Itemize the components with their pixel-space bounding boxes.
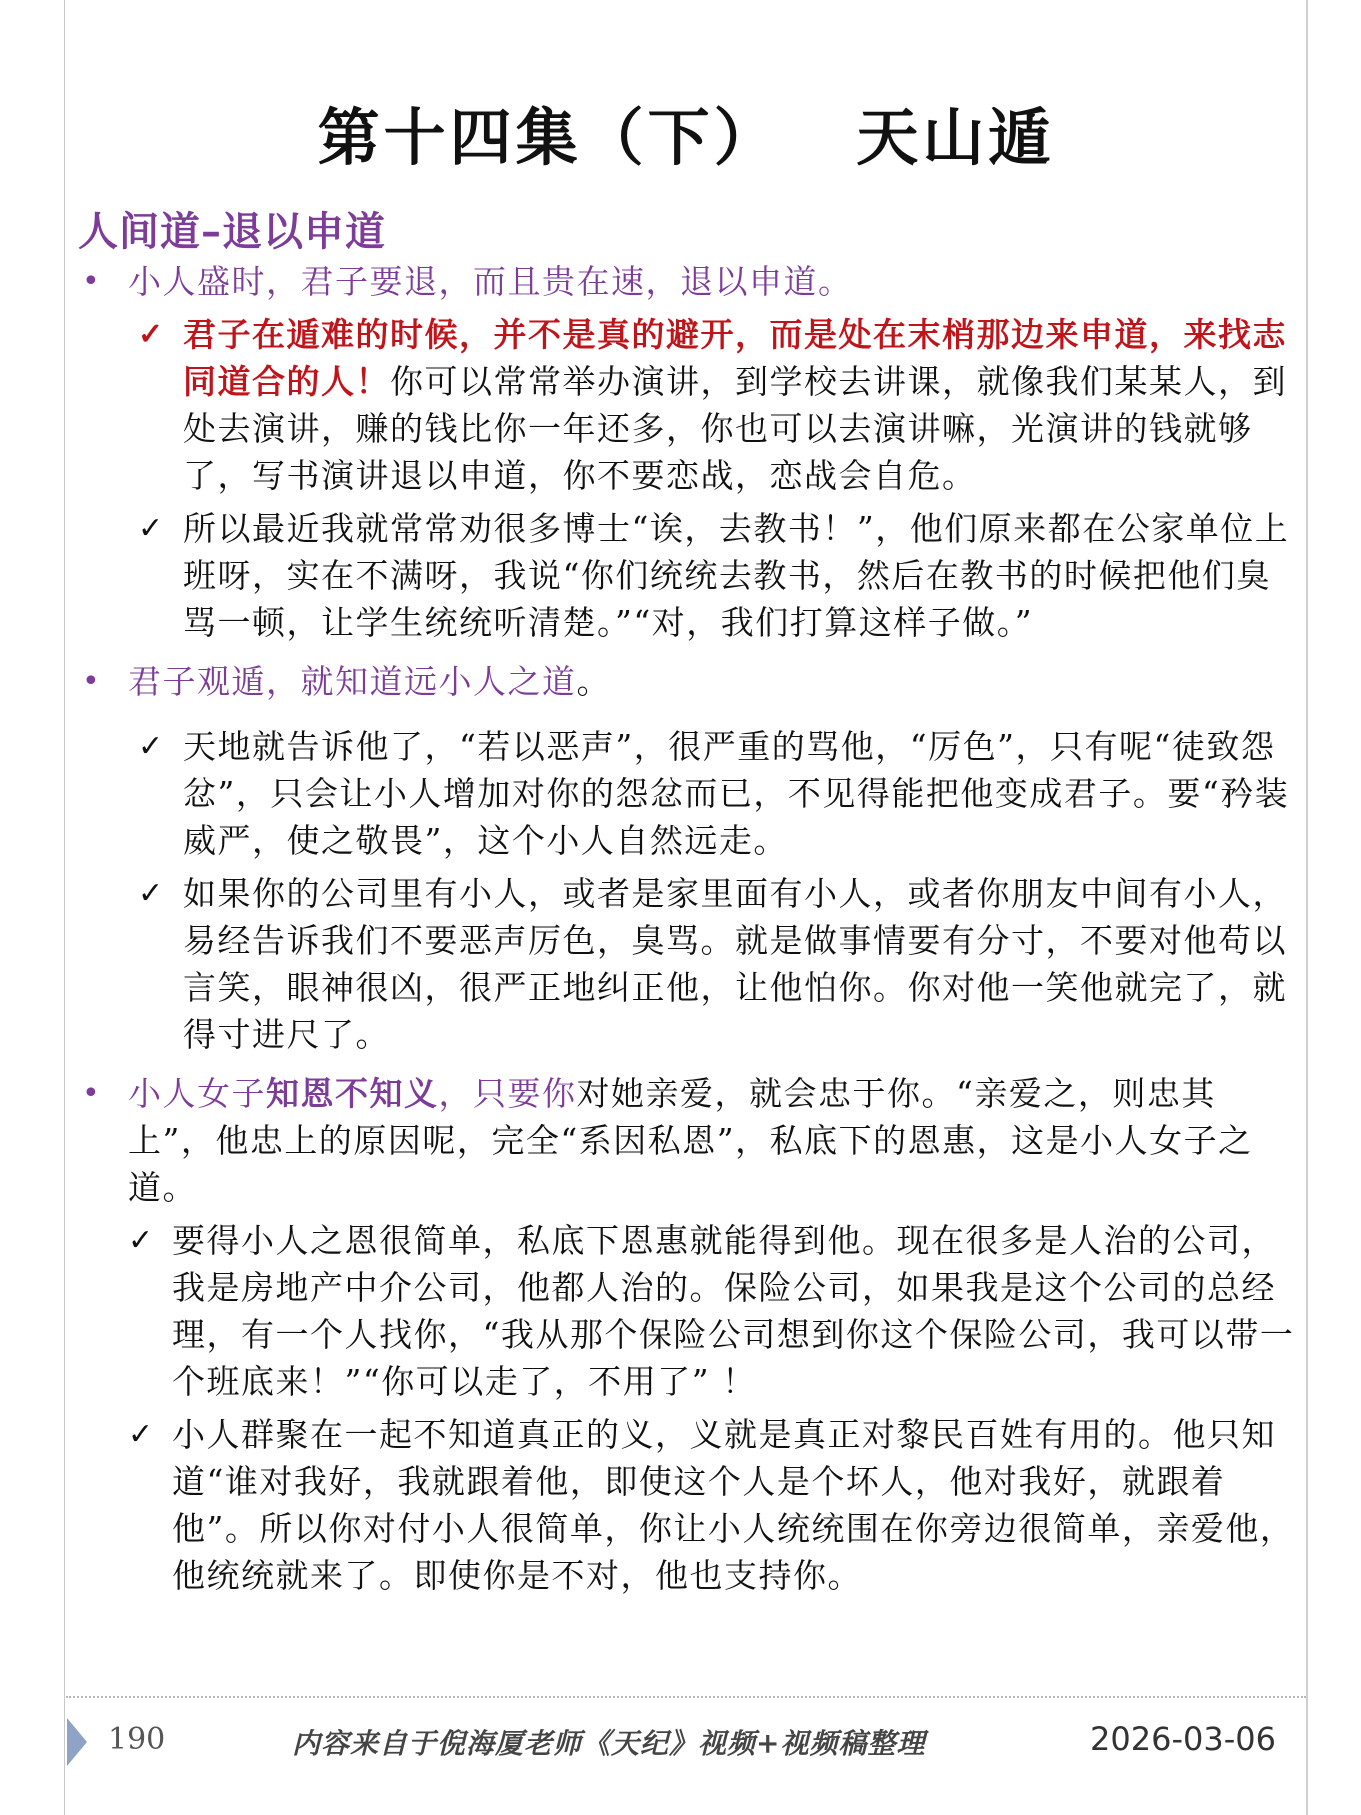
bullet-text-part1: 小人女子 [128, 1074, 266, 1113]
bullet-item [78, 258, 1298, 305]
check-item [78, 311, 1298, 499]
check-text: 天地就告诉他了，“若以恶声”，很严重的骂他，“厉色”，只有呢“徒致怨忿”，只会让小人增加对你的怨忿而已，不见得能把他变成君子。要“矜装威严，使之敬畏”，这个小人自然远走。 [183, 727, 1290, 860]
page-title: 第十四集（下） 天山遁 [317, 101, 1055, 174]
check-text: 如果你的公司里有小人，或者是家里面有小人，或者你朋友中间有小人，易经告诉我们不要恶声厉色，臭骂。就是做事情要有分寸，不要对他苟以言笑，眼神很凶，很严正地纠正他，让他怕你。你对他一笑他就完了，就得寸进尺了。 [183, 874, 1287, 1054]
check-text: 要得小人之恩很简单，私底下恩惠就能得到他。现在很多是人治的公司，我是房地产中介公司，他都人治的。保险公司，如果我是这个公司的总经理，有一个人找你，“我从那个保险公司想到你这个保险公司，我可以带一个班底来！”“你可以走了，不用了” ！ [172, 1221, 1295, 1401]
check-icon: ✓ [138, 729, 165, 764]
check-text: 小人群聚在一起不知道真正的义，义就是真正对黎民百姓有用的。他只知道“谁对我好，我就跟着他，即使这个人是个坏人，他对我好，就跟着他”。所以你对付小人很简单，你让小人统统围在你旁边很简单，亲爱他，他统统就来了。即使你是不对，他也支持你。 [172, 1415, 1295, 1595]
bullet-text-tail: 。 [576, 662, 611, 701]
bullet-text: 君子观遁，就知道远小人之道 [128, 662, 577, 701]
check-item [78, 505, 1298, 646]
check-item [78, 1411, 1298, 1599]
next-arrow-icon [67, 1718, 87, 1766]
bullet-text-emphasis: 知恩不知义 [266, 1074, 439, 1113]
bullet-dot-icon: • [82, 1076, 102, 1111]
bullet-item [78, 1070, 1298, 1211]
bullet-text-tail: 对她亲爱，就会忠于你。“亲爱之，则忠其上”，他忠上的原因呢，完全“系因私恩”，私底下的恩惠，这是小人女子之道。 [128, 1074, 1253, 1207]
check-item [78, 1217, 1298, 1405]
footer-source: 内容来自于倪海厦老师《天纪》视频+视频稿整理 [292, 1727, 926, 1760]
check-text: 所以最近我就常常劝很多博士“诶，去教书！”，他们原来都在公家单位上班呀，实在不满呀，我说“你们统统去教书，然后在教书的时候把他们臭骂一顿，让学生统统听清楚。”“对，我们打算这样子做。” [183, 509, 1290, 642]
section-heading: 人间道–退以申道 [78, 208, 386, 255]
bullet-dot-icon: • [82, 664, 102, 699]
bullet-text: 小人盛时，君子要退，而且贵在速，退以申道。 [128, 262, 853, 301]
page-frame-right [1306, 0, 1308, 1815]
highlight-text: 君子在遁难的时候，并不是真的避开，而是处在末梢那边来申道，来找志同道合的人！ [183, 315, 1287, 401]
content-body [78, 258, 1298, 1599]
footer-date: 2026-03-06 [1090, 1720, 1276, 1758]
check-icon: ✓ [128, 1223, 155, 1258]
footer-divider [66, 1696, 1306, 1698]
bullet-dot-icon: • [82, 264, 102, 299]
bullet-text-part3: ，只要你 [438, 1074, 577, 1113]
check-item [78, 723, 1298, 864]
check-text: 你可以常常举办演讲，到学校去讲课，就像我们某某人，到处去演讲，赚的钱比你一年还多，你也可以去演讲嘛，光演讲的钱就够了，写书演讲退以申道，你不要恋战，恋战会自危。 [183, 362, 1287, 495]
check-icon: ✓ [138, 876, 165, 911]
check-icon: ✓ [138, 511, 165, 546]
page-frame-left [64, 0, 65, 1815]
page-number: 190 [108, 1722, 166, 1757]
check-item [78, 870, 1298, 1058]
bullet-item [78, 658, 1298, 705]
check-icon: ✓ [138, 317, 165, 352]
check-icon: ✓ [128, 1417, 155, 1452]
